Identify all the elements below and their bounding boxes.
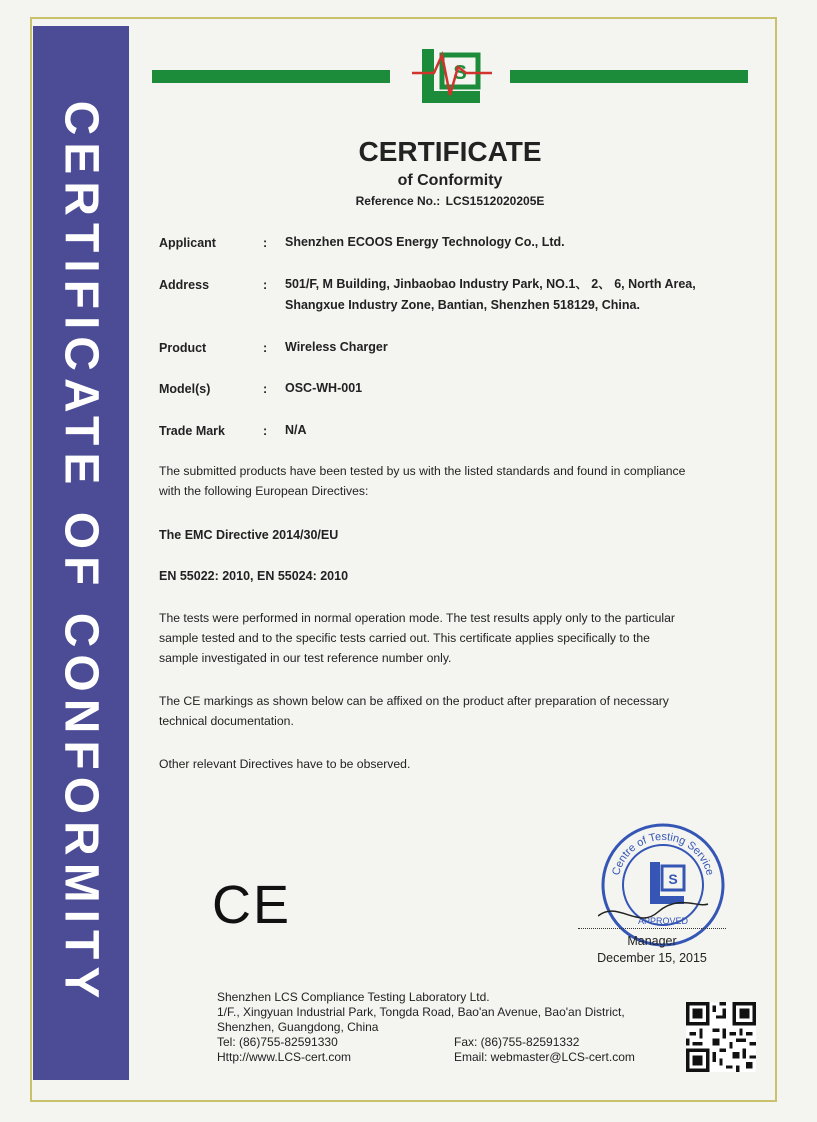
address-label: Address bbox=[159, 278, 210, 292]
emc-directive: The EMC Directive 2014/30/EU bbox=[159, 528, 339, 542]
applicant-value: Shenzhen ECOOS Energy Technology Co., Ltd. bbox=[285, 235, 565, 249]
trademark-label: Trade Mark bbox=[159, 424, 226, 438]
ce-marking-paragraph bbox=[159, 691, 739, 731]
tests-line-3: sample investigated in our test reference number only. bbox=[159, 651, 452, 665]
lcs-logo-icon bbox=[412, 45, 492, 107]
compliance-line-2: with the following European Directives: bbox=[159, 484, 369, 498]
reference-label: Reference No.: bbox=[355, 194, 441, 208]
svg-text:S: S bbox=[668, 871, 678, 887]
certificate-subtitle: of Conformity bbox=[397, 172, 503, 189]
tests-line-2: sample tested and to the specific tests carried out. This certificate applies specifically to the bbox=[159, 631, 650, 645]
ce-mark: CE bbox=[212, 875, 292, 935]
signature-line bbox=[578, 928, 726, 929]
approval-stamp-icon bbox=[598, 820, 728, 950]
address-line-2: Shangxue Industry Zone, Bantian, Shenzhen 518129, China. bbox=[285, 298, 640, 312]
applicant-label: Applicant bbox=[159, 236, 216, 250]
model-value: OSC-WH-001 bbox=[285, 381, 363, 395]
stamp-ring-text: Centre of Testing Service bbox=[610, 830, 716, 877]
certificate-title: CERTIFICATE bbox=[358, 136, 542, 167]
footer-address-1: 1/F., Xingyuan Industrial Park, Tongda Road, Bao'an Avenue, Bao'an District, bbox=[217, 1005, 625, 1019]
signatory-title: Manager bbox=[627, 934, 677, 948]
green-bar-right bbox=[510, 70, 748, 83]
green-bar-left bbox=[152, 70, 390, 83]
model-label: Model(s) bbox=[159, 382, 211, 396]
compliance-line-1: The submitted products have been tested by us with the listed standards and found in compliance bbox=[159, 464, 686, 478]
product-label: Product bbox=[159, 341, 207, 355]
footer-fax: Fax: (86)755-82591332 bbox=[454, 1035, 580, 1049]
trademark-colon: : bbox=[263, 424, 268, 438]
reference-number bbox=[300, 194, 600, 208]
address-colon: : bbox=[263, 278, 268, 292]
qr-code-icon bbox=[686, 1002, 756, 1072]
footer-email: Email: webmaster@LCS-cert.com bbox=[454, 1050, 635, 1064]
svg-text:S: S bbox=[453, 62, 467, 84]
ce-marking-line-2: technical documentation. bbox=[159, 714, 294, 728]
stamp-bottom-text: APPROVED bbox=[637, 916, 689, 926]
product-colon: : bbox=[263, 341, 268, 355]
product-value: Wireless Charger bbox=[285, 340, 388, 354]
applicant-colon: : bbox=[263, 236, 268, 250]
other-directives: Other relevant Directives have to be observed. bbox=[159, 757, 411, 771]
compliance-paragraph bbox=[159, 461, 739, 501]
reference-value: LCS1512020205E bbox=[445, 194, 545, 208]
trademark-value: N/A bbox=[285, 423, 307, 437]
standards: EN 55022: 2010, EN 55024: 2010 bbox=[159, 569, 349, 583]
model-colon: : bbox=[263, 382, 268, 396]
address-line-1: 501/F, M Building, Jinbaobao Industry Park, NO.1、 2、 6, North Area, bbox=[285, 277, 696, 291]
footer-web: Http://www.LCS-cert.com bbox=[217, 1050, 352, 1064]
footer-company: Shenzhen LCS Compliance Testing Laboratory Ltd. bbox=[217, 990, 490, 1004]
footer-tel: Tel: (86)755-82591330 bbox=[217, 1035, 338, 1049]
signature-date: December 15, 2015 bbox=[597, 951, 707, 965]
footer-address-2: Shenzhen, Guangdong, China bbox=[217, 1020, 379, 1034]
ce-marking-line-1: The CE markings as shown below can be affixed on the product after preparation of necessary bbox=[159, 694, 669, 708]
tests-line-1: The tests were performed in normal operation mode. The test results apply only to the particular bbox=[159, 611, 675, 625]
tests-paragraph bbox=[159, 608, 739, 668]
side-panel-text: CERTIFICATE OF CONFORMITY bbox=[54, 100, 108, 1006]
